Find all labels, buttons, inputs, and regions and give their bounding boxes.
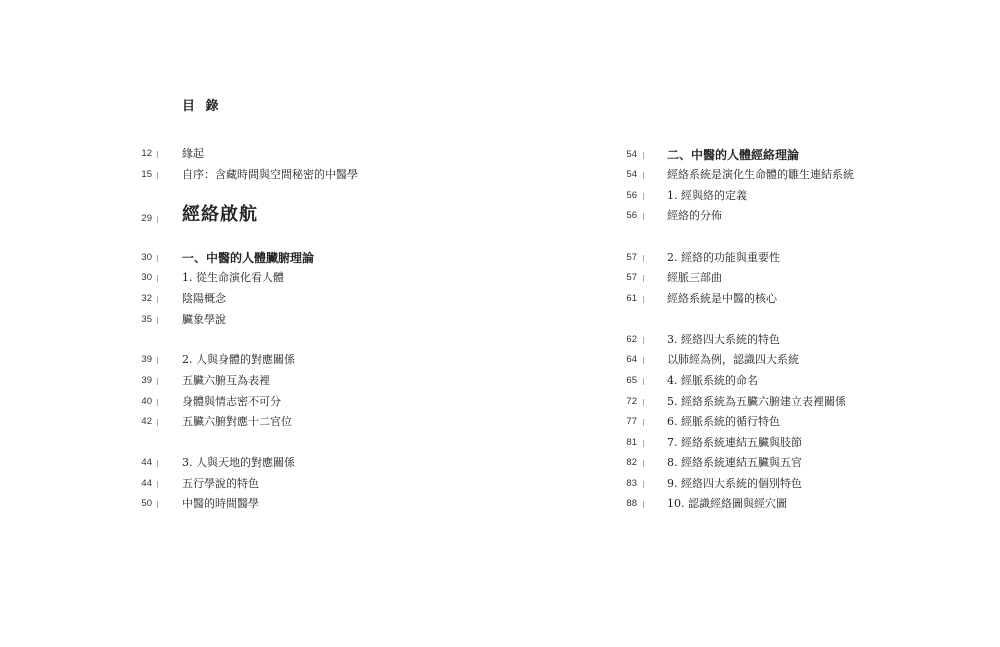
toc-separator xyxy=(643,419,644,426)
toc-page-number: 57 xyxy=(626,272,637,283)
toc-page-number: 56 xyxy=(626,190,637,201)
toc-entry-title: 臟象學說 xyxy=(182,313,226,326)
toc-entry[interactable] xyxy=(0,394,1000,410)
toc-entry-title: 2. 人與身體的對應關係 xyxy=(182,353,295,366)
toc-entry[interactable] xyxy=(0,167,1000,183)
toc-page-number: 83 xyxy=(626,478,637,489)
toc-entry-title: 3. 經絡四大系統的特色 xyxy=(667,333,780,346)
toc-entry-title: 經絡系統是中醫的核心 xyxy=(667,292,777,305)
toc-entry[interactable] xyxy=(0,496,1000,512)
toc-page-number: 54 xyxy=(626,169,637,180)
toc-page-number: 88 xyxy=(626,498,637,509)
toc-entry[interactable] xyxy=(0,312,1000,328)
toc-separator xyxy=(643,193,644,200)
toc-entry-title: 7. 經絡系統連結五臟與肢節 xyxy=(667,436,802,449)
toc-entry-title: 9. 經絡四大系統的個別特色 xyxy=(667,477,802,490)
toc-separator xyxy=(643,213,644,220)
toc-entry-title: 經絡啟航 xyxy=(182,204,258,225)
toc-entry[interactable] xyxy=(0,270,1000,286)
toc-page-number: 39 xyxy=(141,354,152,365)
toc-page-number: 82 xyxy=(626,457,637,468)
toc-page-number: 54 xyxy=(626,149,637,160)
toc-page-number: 50 xyxy=(141,498,152,509)
toc-separator xyxy=(643,440,644,447)
toc-separator xyxy=(643,378,644,385)
toc-page-number: 61 xyxy=(626,293,637,304)
toc-entry-title: 以肺經為例，認識四大系統 xyxy=(667,353,799,366)
toc-separator xyxy=(643,152,644,159)
toc-entry-title: 經絡的分佈 xyxy=(667,209,722,222)
toc-entry-title: 五行學說的特色 xyxy=(182,477,259,490)
toc-entry-title: 緣起 xyxy=(182,147,204,160)
toc-page-number: 15 xyxy=(141,169,152,180)
toc-entry-title: 5. 經絡系統為五臟六腑建立表裡關係 xyxy=(667,395,846,408)
toc-page-number: 44 xyxy=(141,478,152,489)
toc-entry-title: 6. 經脈系統的循行特色 xyxy=(667,415,780,428)
toc-page-number: 30 xyxy=(141,252,152,263)
toc-entry[interactable] xyxy=(0,291,1000,307)
toc-page-number: 77 xyxy=(626,416,637,427)
toc-page-number: 64 xyxy=(626,354,637,365)
toc-page-number: 40 xyxy=(141,396,152,407)
toc-entry-title: 10. 認識經絡圖與經穴圖 xyxy=(667,497,787,510)
toc-separator xyxy=(643,460,644,467)
toc-entry[interactable] xyxy=(0,250,1000,266)
toc-separator xyxy=(643,172,644,179)
toc-entry-title: 3. 人與天地的對應關係 xyxy=(182,456,295,469)
toc-entry-title: 一、中醫的人體臟腑理論 xyxy=(182,251,315,265)
toc-page-number: 62 xyxy=(626,334,637,345)
toc-entry[interactable] xyxy=(0,455,1000,471)
toc-entry[interactable] xyxy=(0,147,1000,163)
toc-entry-title: 4. 經脈系統的命名 xyxy=(667,374,758,387)
toc-entry-title: 身體與情志密不可分 xyxy=(182,395,281,408)
toc-page-number: 29 xyxy=(141,213,152,224)
toc-page-number: 57 xyxy=(626,252,637,263)
toc-title: 目 錄 xyxy=(182,99,222,114)
toc-separator xyxy=(643,501,644,508)
toc-entry-title: 8. 經絡系統連結五臟與五官 xyxy=(667,456,802,469)
toc-page-number: 30 xyxy=(141,272,152,283)
toc-separator xyxy=(643,275,644,282)
toc-entry-title: 1. 從生命演化看人體 xyxy=(182,271,284,284)
toc-entry-title: 1. 經與絡的定義 xyxy=(667,189,747,202)
toc-separator xyxy=(643,337,644,344)
toc-entry-title: 2. 經絡的功能與重要性 xyxy=(667,251,780,264)
toc-page-number: 56 xyxy=(626,210,637,221)
toc-entry[interactable] xyxy=(0,476,1000,492)
toc-entry-title: 經絡系統是演化生命體的雛生連結系統 xyxy=(667,168,854,181)
toc-entry[interactable] xyxy=(0,435,1000,451)
toc-page-number: 42 xyxy=(141,416,152,427)
toc-entry[interactable] xyxy=(0,373,1000,389)
toc-page-number: 44 xyxy=(141,457,152,468)
toc-entry-title: 五臟六腑對應十二官位 xyxy=(182,415,292,428)
toc-entry[interactable] xyxy=(0,352,1000,368)
toc-entry-title: 經脈三部曲 xyxy=(667,271,722,284)
toc-entry[interactable] xyxy=(0,188,1000,204)
toc-entry[interactable] xyxy=(0,204,1000,225)
toc-separator xyxy=(643,255,644,262)
toc-page-number: 39 xyxy=(141,375,152,386)
toc-separator xyxy=(157,317,158,324)
toc-page-number: 32 xyxy=(141,293,152,304)
toc-page-number: 72 xyxy=(626,396,637,407)
toc-page-number: 12 xyxy=(141,148,152,159)
toc-page-number: 65 xyxy=(626,375,637,386)
toc-separator xyxy=(643,296,644,303)
toc-entry-title: 自序：含藏時間與空間秘密的中醫學 xyxy=(182,168,358,181)
toc-page-number: 81 xyxy=(626,437,637,448)
toc-entry-title: 五臟六腑互為表裡 xyxy=(182,374,270,387)
toc-entry[interactable] xyxy=(0,332,1000,348)
toc-separator xyxy=(643,481,644,488)
toc-separator xyxy=(643,399,644,406)
toc-entry[interactable] xyxy=(0,414,1000,430)
toc-page-number: 35 xyxy=(141,314,152,325)
toc-entry-title: 二、中醫的人體經絡理論 xyxy=(667,148,800,162)
toc-separator xyxy=(643,357,644,364)
toc-entry-title: 陰陽概念 xyxy=(182,292,226,305)
toc-entry-title: 中醫的時間醫學 xyxy=(182,497,259,510)
